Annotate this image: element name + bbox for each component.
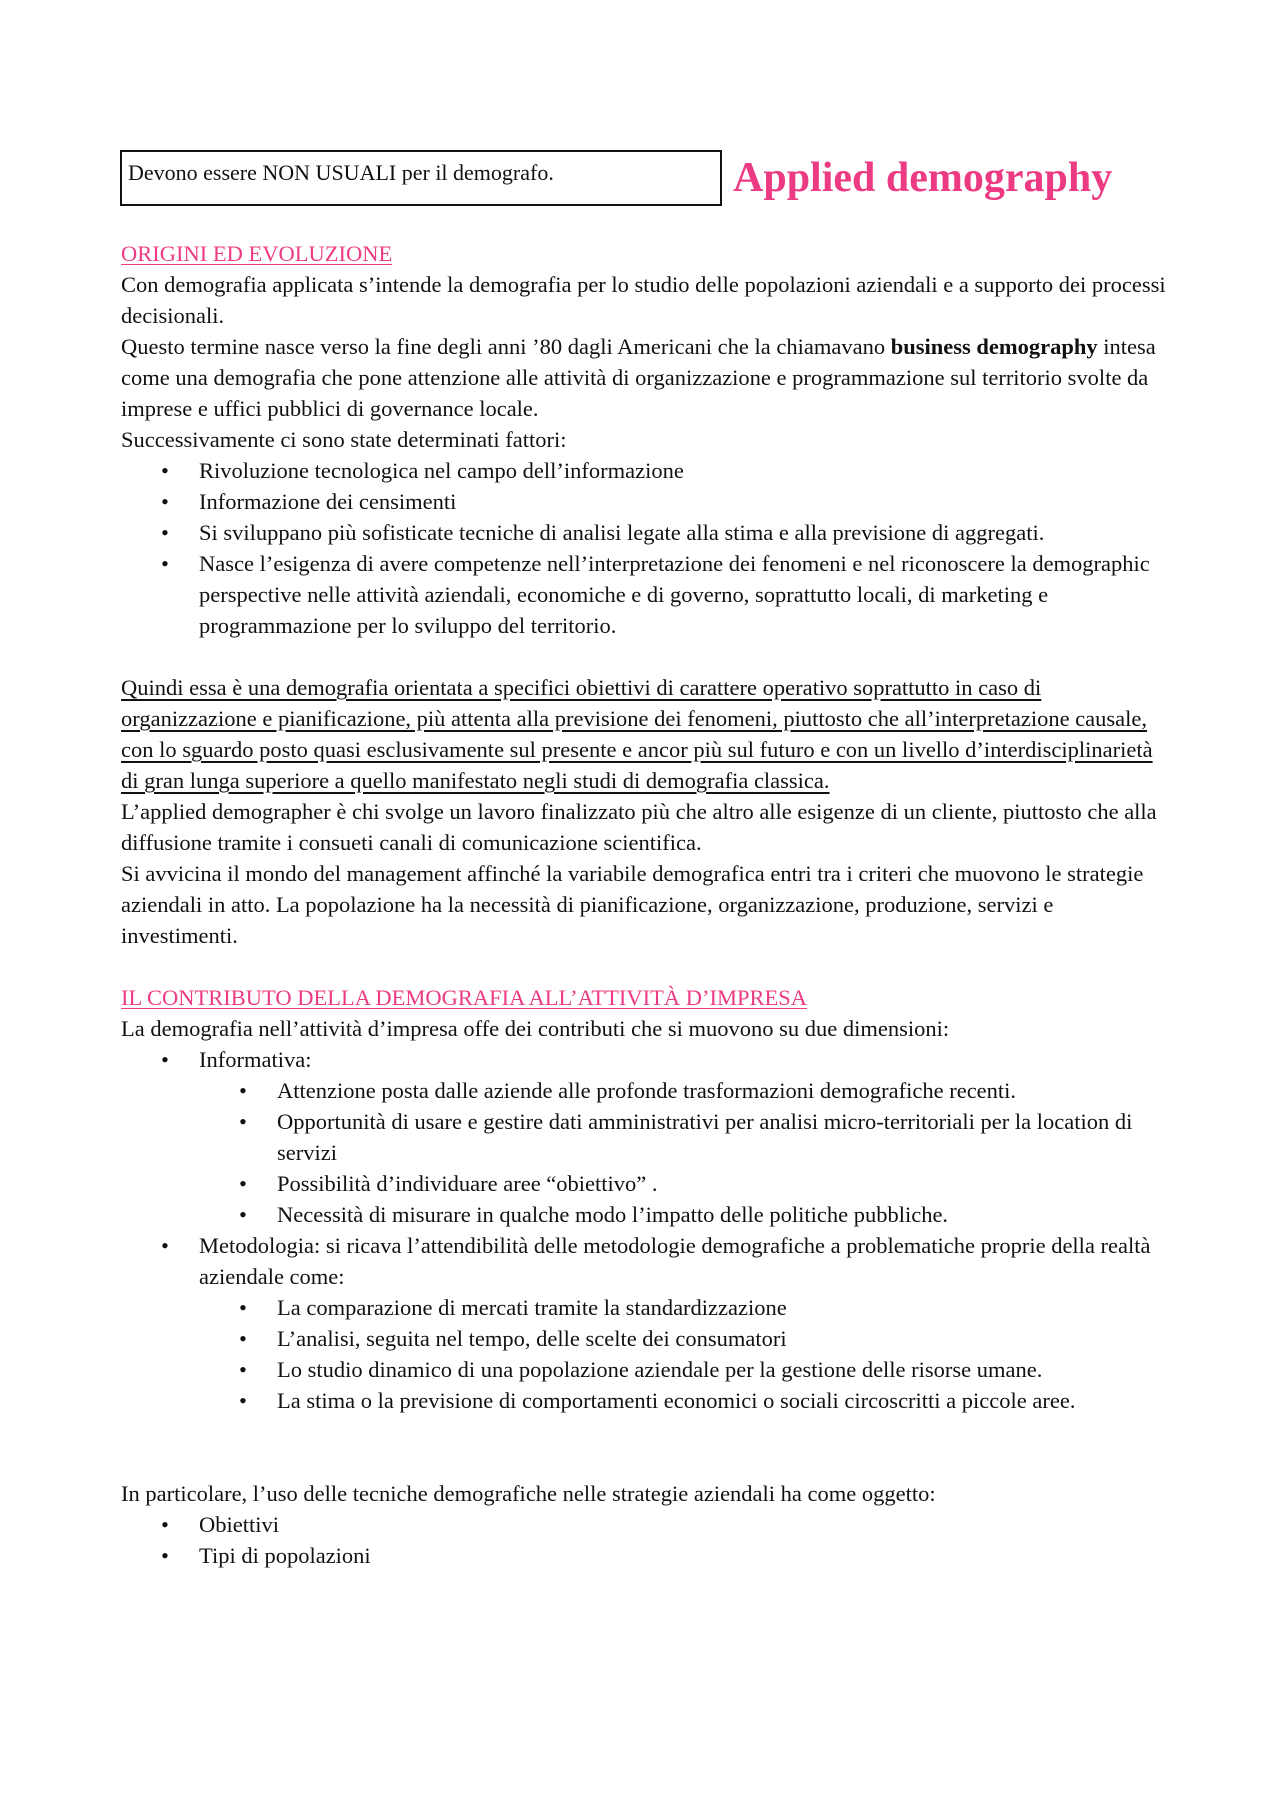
bullet-icon: •	[161, 1543, 169, 1568]
list-item	[121, 1230, 1171, 1416]
paragraph	[121, 331, 1171, 424]
paragraph-text: Questo termine nasce verso la fine degli anni ’80 dagli Americani che la chiamavano	[121, 334, 891, 359]
note-box-text: Devono essere NON USUALI per il demografo.	[128, 160, 554, 185]
bullet-icon: •	[161, 489, 169, 514]
list-item	[121, 486, 1171, 517]
sub-list	[199, 1292, 1171, 1416]
paragraph-text: intesa come una demografia che pone attenzione alle attività di organizzazione e programmazione sul territorio svolte da imprese e uffici pubblici di governance locale.	[121, 334, 1156, 421]
paragraph: Successivamente ci sono state determinati fattori:	[121, 427, 567, 452]
bullet-icon: •	[239, 1326, 247, 1351]
paragraph: L’applied demographer è chi svolge un lavoro finalizzato più che altro alle esigenze di un cliente, piuttosto che alla diffusione tramite i consueti canali di comunicazione scientifica.	[121, 799, 1157, 855]
bullet-icon: •	[239, 1295, 247, 1320]
spacer	[121, 951, 1171, 982]
bullet-icon: •	[239, 1202, 247, 1227]
bullet-icon: •	[161, 520, 169, 545]
paragraph: La demografia nell’attività d’impresa offe dei contributi che si muovono su due dimensioni:	[121, 1016, 950, 1041]
bullet-icon: •	[161, 1047, 169, 1072]
paragraph: In particolare, l’uso delle tecniche demografiche nelle strategie aziendali ha come oggetto:	[121, 1481, 936, 1506]
bullet-icon: •	[161, 551, 169, 576]
sub-list-item	[199, 1199, 1171, 1230]
bullet-icon: •	[161, 1512, 169, 1537]
bullet-icon: •	[161, 1233, 169, 1258]
bullet-icon: •	[239, 1078, 247, 1103]
list-item-text: Attenzione posta dalle aziende alle profonde trasformazioni demografiche recenti.	[277, 1078, 1017, 1103]
bullet-icon: •	[239, 1357, 247, 1382]
section-heading-origini: ORIGINI ED EVOLUZIONE	[121, 241, 393, 266]
list-item	[121, 1540, 1171, 1571]
bullet-icon: •	[239, 1171, 247, 1196]
list-item-text: Necessità di misurare in qualche modo l’impatto delle politiche pubbliche.	[277, 1202, 949, 1227]
bold-term: business demography	[890, 334, 1098, 359]
dimensions-list	[121, 1044, 1171, 1416]
list-item-text: Informazione dei censimenti	[199, 489, 457, 514]
document-body	[121, 238, 1171, 1571]
section-heading-contributo: IL CONTRIBUTO DELLA DEMOGRAFIA ALL’ATTIVITÀ D’IMPRESA	[121, 985, 808, 1010]
list-item-text: Metodologia: si ricava l’attendibilità delle metodologie demografiche a problematiche proprie della realtà aziendale come:	[199, 1233, 1151, 1289]
note-box	[120, 150, 722, 206]
paragraph: Con demografia applicata s’intende la demografia per lo studio delle popolazioni aziendali e a supporto dei processi decisionali.	[121, 272, 1166, 328]
underlined-text: Quindi essa è una demografia orientata a specifici obiettivi di carattere operativo soprattutto in caso di organizzazione e pianificazione, più attenta alla previsione dei fenomeni, piuttosto che all’interpretazione causale, con lo sguardo posto quasi esclusivamente sul presente e ancor più sul futuro e con un livello d’interdisciplinarietà di gran lunga superiore a quello manifestato negli studi di demografia classica.	[121, 675, 1153, 793]
list-item-text: Tipi di popolazioni	[199, 1543, 371, 1568]
bullet-icon: •	[239, 1388, 247, 1413]
list-item	[121, 548, 1171, 641]
list-item-text: Possibilità d’individuare aree “obiettivo” .	[277, 1171, 658, 1196]
sub-list	[199, 1075, 1171, 1230]
underlined-paragraph	[121, 672, 1171, 796]
sub-list-item	[199, 1075, 1171, 1106]
spacer	[121, 641, 1171, 672]
sub-list-item	[199, 1168, 1171, 1199]
objects-list	[121, 1509, 1171, 1571]
sub-list-item	[199, 1323, 1171, 1354]
list-item	[121, 1509, 1171, 1540]
spacer	[121, 1416, 1171, 1478]
list-item-text: Obiettivi	[199, 1512, 279, 1537]
paragraph: Si avvicina il mondo del management affinché la variabile demografica entri tra i criteri che muovono le strategie aziendali in atto. La popolazione ha la necessità di pianificazione, organizzazione, produzione, servizi e investimenti.	[121, 861, 1144, 948]
list-item-text: Lo studio dinamico di una popolazione aziendale per la gestione delle risorse umane.	[277, 1357, 1043, 1382]
list-item-text: Informativa:	[199, 1047, 312, 1072]
list-item	[121, 1044, 1171, 1230]
list-item-text: La comparazione di mercati tramite la standardizzazione	[277, 1295, 787, 1320]
sub-list-item	[199, 1106, 1171, 1168]
sub-list-item	[199, 1385, 1171, 1416]
document-title: Applied demography	[733, 155, 1113, 201]
list-item-text: Rivoluzione tecnologica nel campo dell’informazione	[199, 458, 684, 483]
list-item-text: L’analisi, seguita nel tempo, delle scelte dei consumatori	[277, 1326, 787, 1351]
list-item-text: Opportunità di usare e gestire dati amministrativi per analisi micro-territoriali per la location di servizi	[277, 1109, 1133, 1165]
list-item	[121, 517, 1171, 548]
factors-list	[121, 455, 1171, 641]
list-item-text: Si sviluppano più sofisticate tecniche di analisi legate alla stima e alla previsione di aggregati.	[199, 520, 1045, 545]
sub-list-item	[199, 1354, 1171, 1385]
bullet-icon: •	[161, 458, 169, 483]
list-item-text: Nasce l’esigenza di avere competenze nell’interpretazione dei fenomeni e nel riconoscere la demographic perspective nelle attività aziendali, economiche e di governo, soprattutto locali, di marketing e programmazione per lo sviluppo del territorio.	[199, 551, 1150, 638]
list-item-text: La stima o la previsione di comportamenti economici o sociali circoscritti a piccole aree.	[277, 1388, 1076, 1413]
bullet-icon: •	[239, 1109, 247, 1134]
list-item	[121, 455, 1171, 486]
sub-list-item	[199, 1292, 1171, 1323]
